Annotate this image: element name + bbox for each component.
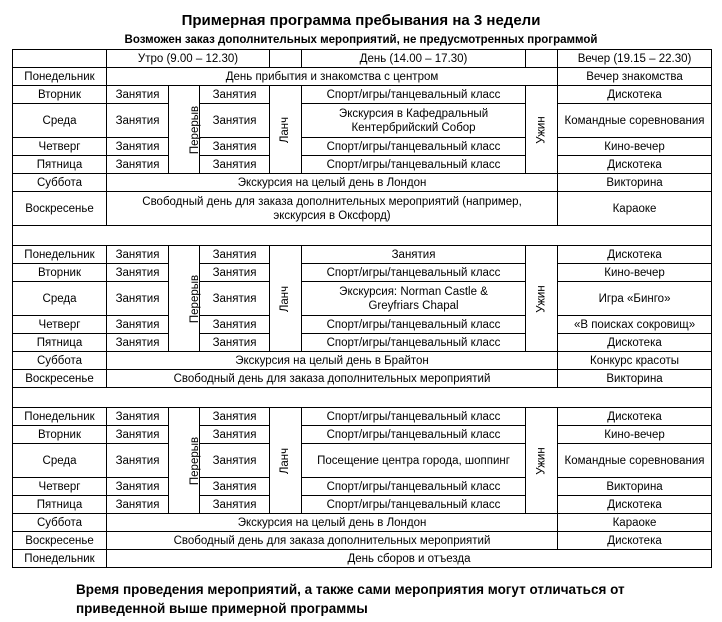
afternoon-activity: Спорт/игры/танцевальный класс (302, 86, 526, 104)
page-title: Примерная программа пребывания на 3 недели (181, 12, 541, 29)
evening-activity: «В поисках сокровищ» (558, 316, 712, 334)
day-name: Суббота (13, 514, 107, 532)
afternoon-activity: Спорт/игры/танцевальный класс (302, 264, 526, 282)
day-name: Среда (13, 444, 107, 478)
evening-activity: Вечер знакомства (558, 68, 712, 86)
header-morning: Утро (9.00 – 12.30) (107, 50, 270, 68)
table-row (13, 334, 712, 352)
evening-activity: Кино-вечер (558, 426, 712, 444)
lunch-label-cell (270, 246, 302, 352)
day-name: Вторник (13, 86, 107, 104)
table-row (13, 68, 712, 86)
evening-activity: Кино-вечер (558, 264, 712, 282)
break-label-cell (169, 408, 200, 514)
break-label: Перерыв (189, 105, 202, 154)
morning-class-2: Занятия (200, 408, 270, 426)
separator-cell (13, 388, 712, 408)
morning-class-2: Занятия (200, 138, 270, 156)
break-label-cell (169, 86, 200, 174)
week-separator (13, 388, 712, 408)
day-name: Четверг (13, 138, 107, 156)
evening-activity: Дискотека (558, 334, 712, 352)
evening-activity: Кино-вечер (558, 138, 712, 156)
table-row (13, 264, 712, 282)
table-row (13, 138, 712, 156)
header-dinner-cell (526, 50, 558, 68)
table-row (13, 532, 712, 550)
day-name: Понедельник (13, 68, 107, 86)
dinner-label-cell (526, 86, 558, 174)
morning-class-2: Занятия (200, 444, 270, 478)
header-lunch-cell (270, 50, 302, 68)
table-row (13, 192, 712, 226)
evening-activity: Командные соревнования (558, 104, 712, 138)
morning-class-1: Занятия (107, 478, 169, 496)
evening-activity: Командные соревнования (558, 444, 712, 478)
morning-class-2: Занятия (200, 86, 270, 104)
table-row (13, 426, 712, 444)
day-name: Вторник (13, 264, 107, 282)
day-name: Суббота (13, 352, 107, 370)
day-name: Воскресенье (13, 370, 107, 388)
table-row (13, 550, 712, 568)
morning-class-2: Занятия (200, 156, 270, 174)
afternoon-activity: Спорт/игры/танцевальный класс (302, 408, 526, 426)
disclaimer-note: Время проведения мероприятий, а также сами мероприятия могут отличаться от приведенной выше примерной программы (76, 582, 625, 616)
morning-class-1: Занятия (107, 334, 169, 352)
day-name: Пятница (13, 156, 107, 174)
break-label-cell (169, 246, 200, 352)
day-name: Понедельник (13, 408, 107, 426)
table-row (13, 478, 712, 496)
morning-class-1: Занятия (107, 408, 169, 426)
lunch-label: Ланч (279, 116, 292, 143)
morning-class-2: Занятия (200, 104, 270, 138)
evening-activity: Караоке (558, 192, 712, 226)
dinner-label: Ужин (535, 446, 548, 475)
evening-activity: Дискотека (558, 496, 712, 514)
table-row (13, 316, 712, 334)
table-row (13, 408, 712, 426)
full-day-activity: Свободный день для заказа дополнительных мероприятий (107, 370, 558, 388)
evening-activity: Дискотека (558, 246, 712, 264)
morning-class-1: Занятия (107, 316, 169, 334)
break-label: Перерыв (189, 436, 202, 485)
evening-activity: Викторина (558, 370, 712, 388)
afternoon-activity: Посещение центра города, шоппинг (302, 444, 526, 478)
full-day-activity: Свободный день для заказа дополнительных мероприятий (например, экскурсия в Оксфорд) (107, 192, 558, 226)
evening-activity: Конкурс красоты (558, 352, 712, 370)
morning-class-1: Занятия (107, 138, 169, 156)
afternoon-activity: Спорт/игры/танцевальный класс (302, 138, 526, 156)
evening-activity: Игра «Бинго» (558, 282, 712, 316)
week-separator (13, 226, 712, 246)
day-name: Понедельник (13, 246, 107, 264)
morning-class-2: Занятия (200, 282, 270, 316)
evening-activity: Дискотека (558, 532, 712, 550)
header-day: День (14.00 – 17.30) (302, 50, 526, 68)
morning-class-1: Занятия (107, 86, 169, 104)
afternoon-activity: Спорт/игры/танцевальный класс (302, 316, 526, 334)
full-day-activity: Экскурсия на целый день в Брайтон (107, 352, 558, 370)
day-name: Четверг (13, 316, 107, 334)
table-row (13, 104, 712, 138)
morning-class-1: Занятия (107, 264, 169, 282)
afternoon-activity: Экскурсия: Norman Castle & Greyfriars Chapal (302, 282, 526, 316)
day-name: Вторник (13, 426, 107, 444)
day-name: Пятница (13, 334, 107, 352)
header-evening: Вечер (19.15 – 22.30) (558, 50, 712, 68)
morning-class-1: Занятия (107, 104, 169, 138)
day-name: Среда (13, 282, 107, 316)
day-name: Воскресенье (13, 532, 107, 550)
table-row (13, 174, 712, 192)
evening-activity: Дискотека (558, 86, 712, 104)
day-name: Четверг (13, 478, 107, 496)
evening-activity: Дискотека (558, 156, 712, 174)
evening-activity: Дискотека (558, 408, 712, 426)
table-row (13, 156, 712, 174)
full-day-activity: Свободный день для заказа дополнительных мероприятий (107, 532, 558, 550)
dinner-label-cell (526, 246, 558, 352)
afternoon-activity: Спорт/игры/танцевальный класс (302, 334, 526, 352)
afternoon-activity: Спорт/игры/танцевальный класс (302, 156, 526, 174)
dinner-label-cell (526, 408, 558, 514)
table-row (13, 86, 712, 104)
evening-activity: Викторина (558, 174, 712, 192)
morning-class-2: Занятия (200, 264, 270, 282)
morning-class-2: Занятия (200, 496, 270, 514)
day-name: Суббота (13, 174, 107, 192)
lunch-label-cell (270, 408, 302, 514)
morning-class-2: Занятия (200, 426, 270, 444)
schedule-table (12, 49, 712, 568)
day-name: Воскресенье (13, 192, 107, 226)
separator-cell (13, 226, 712, 246)
page-subtitle: Возможен заказ дополнительных мероприятий, не предусмотренных программой (124, 34, 598, 46)
lunch-label: Ланч (279, 447, 292, 474)
table-row (13, 352, 712, 370)
table-row (13, 496, 712, 514)
day-name: Пятница (13, 496, 107, 514)
afternoon-activity: Занятия (302, 246, 526, 264)
table-row (13, 370, 712, 388)
morning-class-2: Занятия (200, 334, 270, 352)
table-row (13, 444, 712, 478)
break-label: Перерыв (189, 274, 202, 323)
afternoon-activity: Спорт/игры/танцевальный класс (302, 426, 526, 444)
afternoon-activity: Спорт/игры/танцевальный класс (302, 478, 526, 496)
evening-activity: Викторина (558, 478, 712, 496)
morning-class-1: Занятия (107, 156, 169, 174)
day-name: Среда (13, 104, 107, 138)
morning-class-1: Занятия (107, 496, 169, 514)
morning-class-1: Занятия (107, 246, 169, 264)
table-row (13, 282, 712, 316)
morning-class-1: Занятия (107, 426, 169, 444)
dinner-label: Ужин (535, 284, 548, 313)
table-row (13, 246, 712, 264)
morning-class-1: Занятия (107, 282, 169, 316)
morning-class-2: Занятия (200, 316, 270, 334)
day-name: Понедельник (13, 550, 107, 568)
morning-class-1: Занятия (107, 444, 169, 478)
evening-activity: Караоке (558, 514, 712, 532)
departure-day-activity: День сборов и отъезда (107, 550, 712, 568)
header-row (13, 50, 712, 68)
full-day-activity: Экскурсия на целый день в Лондон (107, 174, 558, 192)
morning-class-2: Занятия (200, 246, 270, 264)
lunch-label: Ланч (279, 285, 292, 312)
table-row (13, 514, 712, 532)
full-day-activity: Экскурсия на целый день в Лондон (107, 514, 558, 532)
full-day-activity: День прибытия и знакомства с центром (107, 68, 558, 86)
morning-class-2: Занятия (200, 478, 270, 496)
afternoon-activity: Спорт/игры/танцевальный класс (302, 496, 526, 514)
header-day-cell (13, 50, 107, 68)
dinner-label: Ужин (535, 115, 548, 144)
afternoon-activity: Экскурсия в Кафедральный Кентербрийский Собор (302, 104, 526, 138)
lunch-label-cell (270, 86, 302, 174)
